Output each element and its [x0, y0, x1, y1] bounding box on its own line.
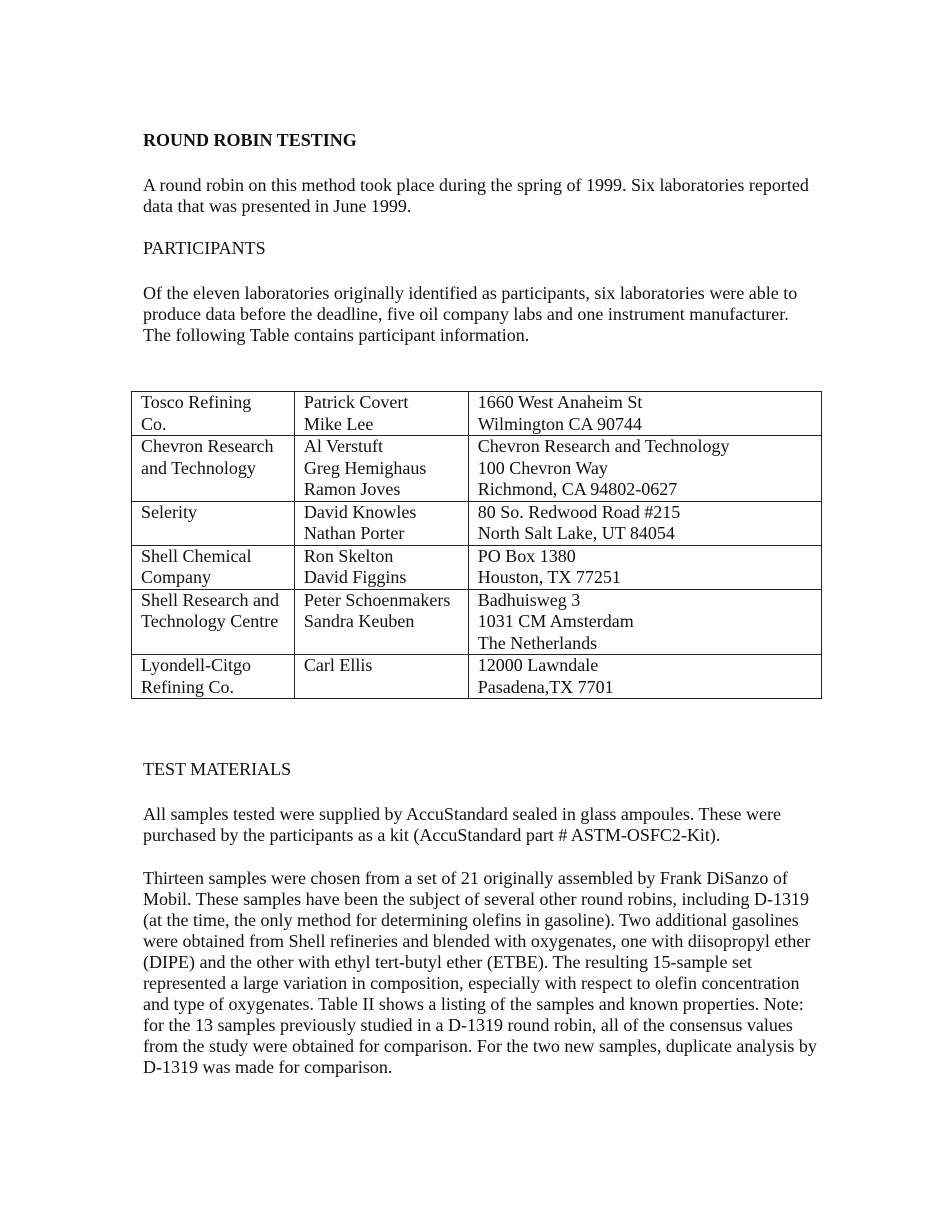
company-cell-line: and Technology	[141, 457, 256, 478]
company-cell-line: Company	[141, 567, 211, 587]
address-cell	[468, 501, 821, 545]
company-cell	[132, 501, 295, 545]
test-materials-para-1: All samples tested were supplied by AccuStandard sealed in glass ampoules. These were purchased by the participants as a kit (AccuStandard part # ASTM-OSFC2-Kit).	[143, 804, 781, 845]
address-cell-line: Richmond, CA 94802-0627	[477, 479, 678, 499]
people-cell	[294, 655, 468, 699]
table-row	[132, 436, 822, 502]
participants-table	[131, 391, 822, 699]
address-cell-line: Chevron Research and Technology	[477, 436, 730, 456]
address-cell-line: 1031 CM Amsterdam	[477, 611, 634, 631]
address-cell-line: Badhuisweg 3	[477, 589, 581, 610]
people-cell-line: Patrick Covert	[303, 392, 409, 412]
people-cell-line: Ron Skelton	[303, 545, 394, 566]
participants-heading: PARTICIPANTS	[143, 238, 266, 258]
company-cell	[132, 655, 295, 699]
company-cell-line: Shell Research and	[141, 589, 279, 610]
people-cell	[294, 436, 468, 502]
address-cell-line: Wilmington CA 90744	[477, 413, 643, 434]
address-cell-line: North Salt Lake, UT 84054	[477, 523, 675, 543]
people-cell-line: Mike Lee	[303, 413, 374, 434]
address-cell	[468, 655, 821, 699]
address-cell	[468, 436, 821, 502]
address-cell-line: Pasadena,TX 7701	[477, 676, 614, 697]
address-cell-line: PO Box 1380	[477, 545, 576, 566]
table-row	[132, 655, 822, 699]
address-cell-line: Houston, TX 77251	[477, 567, 621, 587]
round-robin-heading: ROUND ROBIN TESTING	[143, 130, 357, 150]
people-cell	[294, 545, 468, 589]
company-cell	[132, 436, 295, 502]
test-materials-heading: TEST MATERIALS	[143, 759, 292, 779]
people-cell-line: Greg Hemighaus	[303, 457, 427, 478]
company-cell-line: Technology Centre	[141, 611, 279, 631]
address-cell	[468, 589, 821, 655]
people-cell	[294, 392, 468, 436]
address-cell-line: 80 So. Redwood Road #215	[477, 501, 681, 522]
table-row	[132, 501, 822, 545]
participants-intro: Of the eleven laboratories originally identified as participants, six laboratories were able to produce data before the deadline, five oil company labs and one instrument manufacturer. The following Table contains participant information.	[143, 283, 798, 345]
company-cell	[132, 392, 295, 436]
people-cell	[294, 589, 468, 655]
people-cell-line: Sandra Keuben	[303, 611, 415, 631]
people-cell-line: David Knowles	[303, 501, 417, 522]
address-cell	[468, 392, 821, 436]
table-row	[132, 589, 822, 655]
company-cell-line: Selerity	[141, 501, 197, 522]
address-cell-line: The Netherlands	[477, 632, 598, 653]
people-cell-line: Ramon Joves	[303, 479, 401, 499]
table-row	[132, 392, 822, 436]
people-cell-line: Carl Ellis	[303, 655, 373, 675]
people-cell-line: Nathan Porter	[303, 523, 405, 543]
table-row	[132, 545, 822, 589]
company-cell-line: Chevron Research	[141, 436, 274, 456]
people-cell-line: David Figgins	[303, 567, 407, 587]
company-cell-line: Lyondell-Citgo	[141, 655, 251, 675]
people-cell-line: Al Verstuft	[303, 436, 384, 456]
address-cell-line: 100 Chevron Way	[477, 457, 608, 478]
company-cell-line: Refining Co.	[141, 676, 234, 697]
company-cell-line: Shell Chemical	[141, 545, 252, 566]
people-cell	[294, 501, 468, 545]
test-materials-para-2: Thirteen samples were chosen from a set of 21 originally assembled by Frank DiSanzo of Mobil. These samples have been the subject of several other round robins, including D-1319 (at the time, the only method for determining olefins in gasoline). Two additional gasolines were obtained from Shell refineries and blended with oxygenates, one with diisopropyl ether (DIPE) and the other with ethyl tert-butyl ether (ETBE). The resulting 15-sample set represented a large variation in composition, especially with respect to olefin concentration and type of oxygenates. Table II shows a listing of the samples and known properties. Note: for the 13 samples previously studied in a D-1319 round robin, all of the consensus values from the study were obtained for comparison. For the two new samples, duplicate analysis by D-1319 was made for comparison.	[143, 868, 817, 1077]
round-robin-intro: A round robin on this method took place during the spring of 1999. Six laboratories reported data that was presented in June 1999.	[143, 175, 809, 216]
company-cell-line: Tosco Refining	[141, 392, 252, 412]
address-cell-line: 12000 Lawndale	[477, 655, 599, 675]
company-cell	[132, 589, 295, 655]
company-cell-line: Co.	[141, 413, 167, 434]
address-cell-line: 1660 West Anaheim St	[477, 392, 643, 412]
people-cell-line: Peter Schoenmakers	[303, 589, 451, 610]
address-cell	[468, 545, 821, 589]
company-cell	[132, 545, 295, 589]
